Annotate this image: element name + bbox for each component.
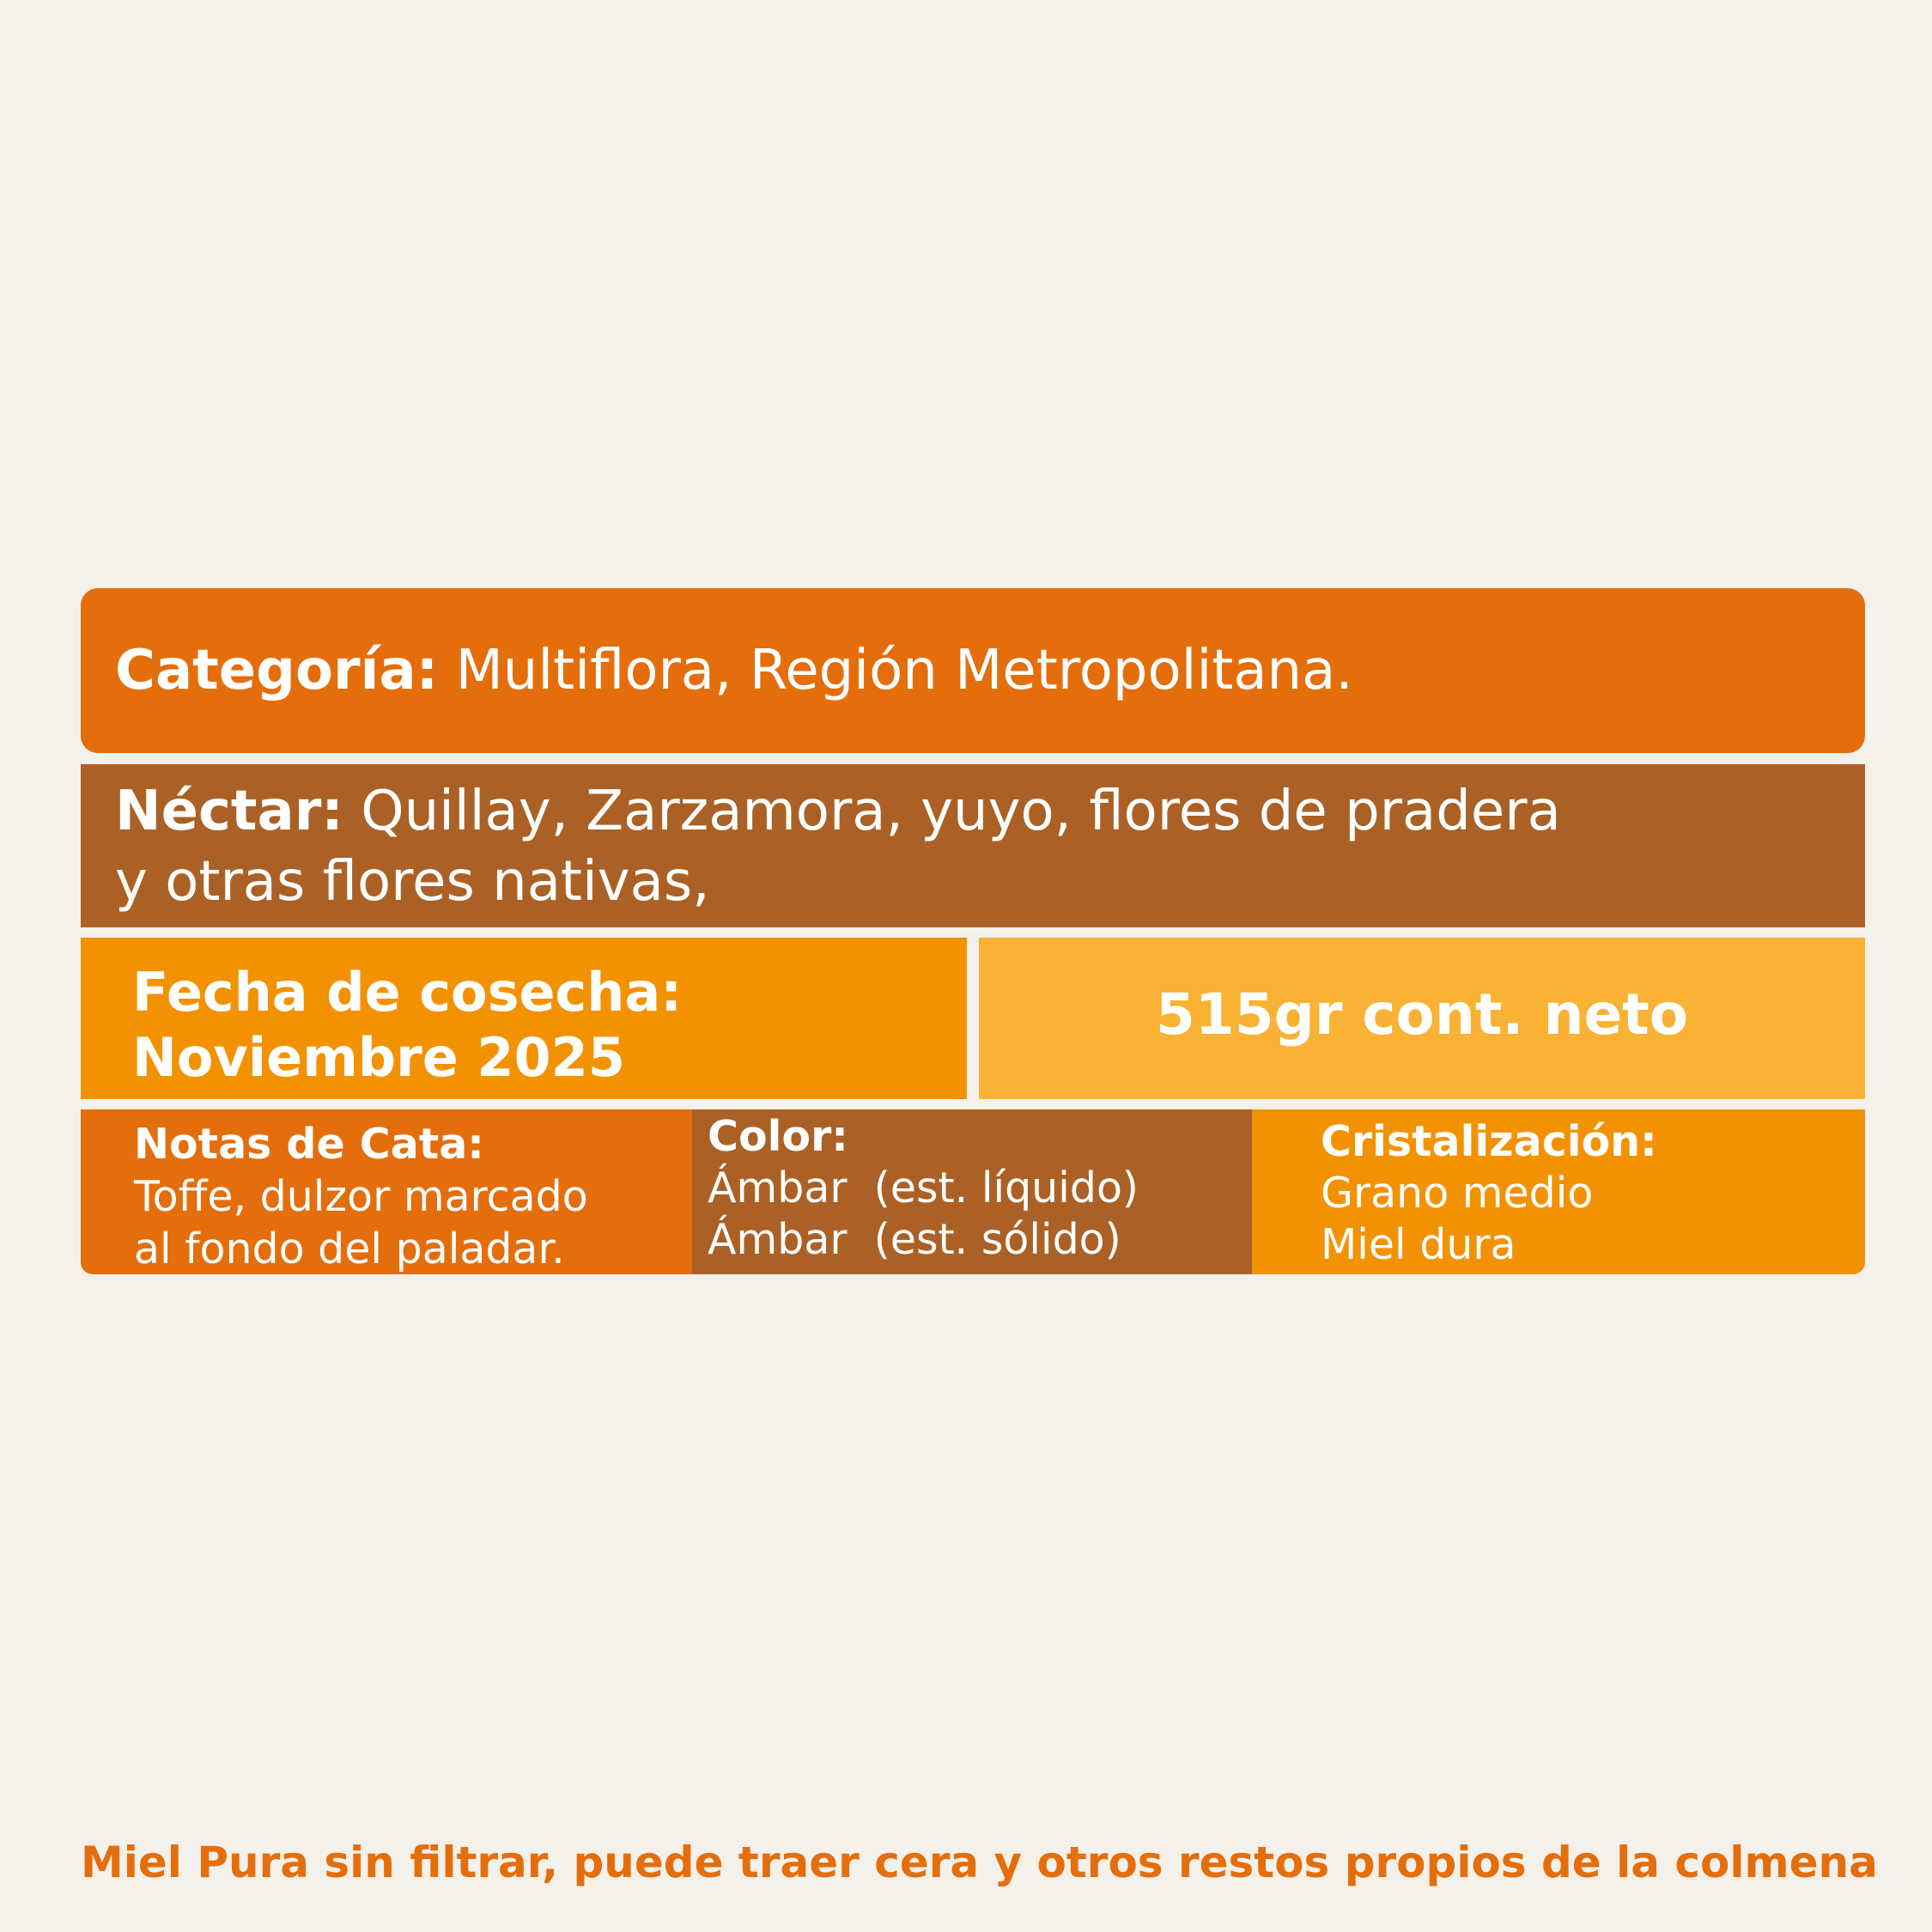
nectar-value-line1: Quillay, Zarzamora, yuyo, flores de pradera [343, 780, 1561, 843]
tasting-notes-line: al fondo del paladar. [134, 1224, 565, 1273]
categoria-row [81, 588, 1865, 753]
harvest-date-label: Fecha de cosecha: [132, 961, 683, 1024]
tasting-notes-line: Toffe, dulzor marcado [134, 1172, 588, 1221]
categoria-label: Categoría: [115, 639, 439, 702]
harvest-date-cell [81, 938, 967, 1099]
crystallization-label: Cristalización: [1321, 1117, 1657, 1166]
color-line: Ámbar (est. líquido) [708, 1163, 1139, 1212]
tasting-notes-label: Notas de Cata: [134, 1120, 484, 1169]
nectar-row [81, 764, 1865, 927]
crystallization-line: Miel dura [1321, 1220, 1516, 1269]
crystallization-line: Grano medio [1321, 1169, 1594, 1218]
color-label: Color: [708, 1112, 848, 1161]
nectar-value-line2: y otras flores nativas, [115, 850, 710, 914]
color-cell [692, 1109, 1252, 1274]
nectar-label: Néctar: [115, 780, 343, 843]
tasting-notes-cell [81, 1109, 692, 1274]
categoria-value: Multiflora, Región Metropolitana. [438, 639, 1353, 702]
harvest-date-value: Noviembre 2025 [132, 1026, 625, 1089]
net-weight-cell [979, 938, 1865, 1099]
net-weight-value: 515gr cont. neto [1155, 981, 1689, 1048]
footer-note: Miel Pura sin filtrar, puede traer cera y otros restos propios de la colmena [81, 1838, 1878, 1887]
crystallization-cell [1252, 1109, 1865, 1274]
color-line: Ámbar (est. sólido) [708, 1215, 1121, 1264]
